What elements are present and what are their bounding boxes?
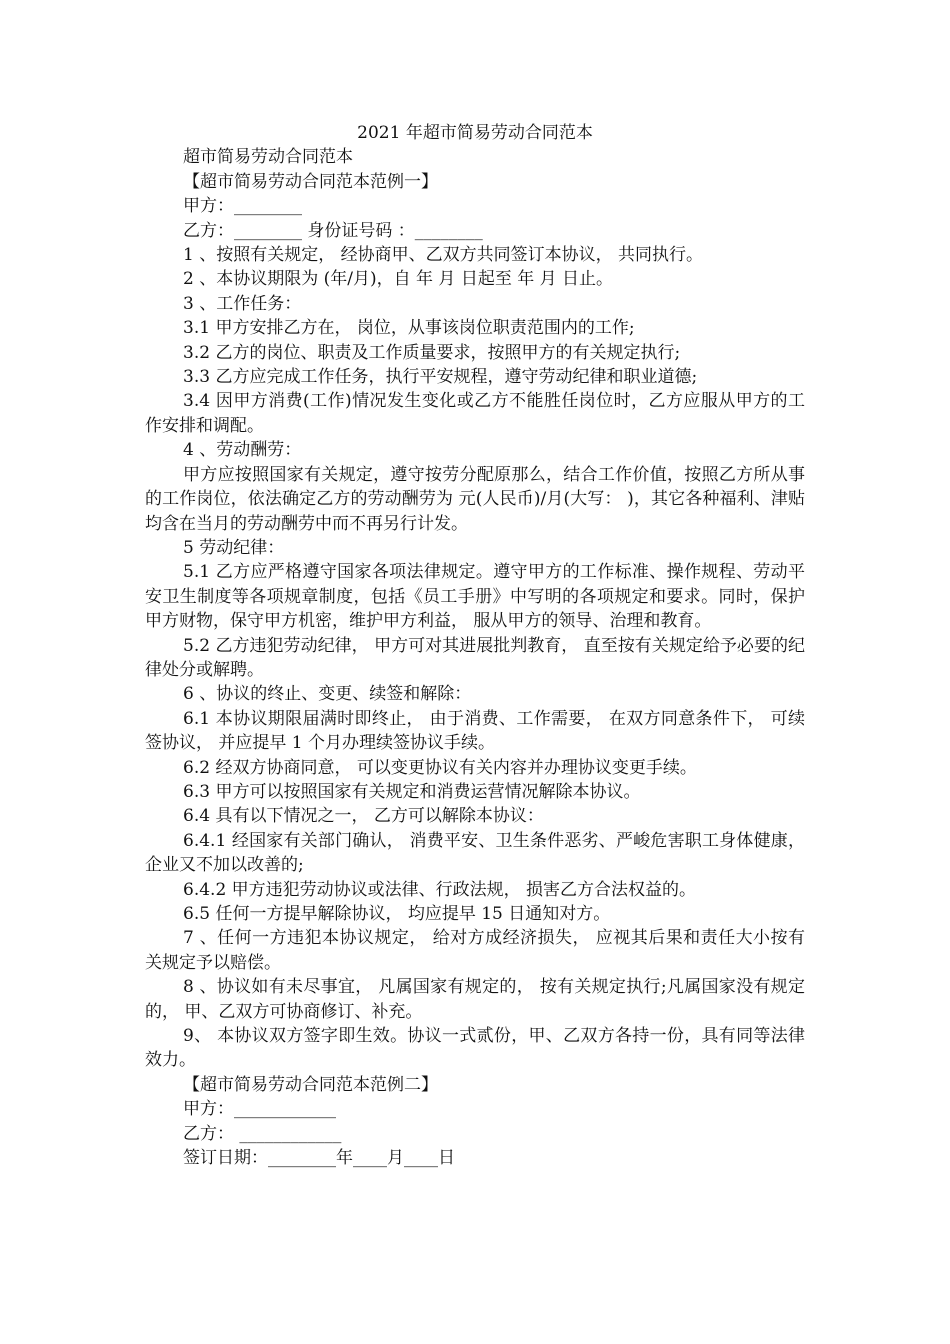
paragraph-party-b-2: 乙方： ____________ bbox=[183, 1123, 342, 1144]
paragraph-subtitle: 超市简易劳动合同范本 bbox=[183, 147, 353, 168]
paragraph-clause-6-3: 6.3 甲方可以按照国家有关规定和消费运营情况解除本协议。 bbox=[183, 781, 641, 802]
paragraph-clause-9: 9、 本协议双方签字即生效。协议一式贰份，甲、乙双方各持一份，具有同等法律效力。 bbox=[145, 1026, 805, 1071]
paragraph-clause-1: 1 、按照有关规定， 经协商甲、乙双方共同签订本协议， 共同执行。 bbox=[183, 245, 704, 266]
paragraph-clause-5: 5 劳动纪律： bbox=[183, 537, 285, 558]
paragraph-clause-3-1: 3.1 甲方安排乙方在， 岗位，从事该岗位职责范围内的工作; bbox=[183, 318, 635, 339]
paragraph-clause-6-2: 6.2 经双方协商同意， 可以变更协议有关内容并办理协议变更手续。 bbox=[183, 757, 697, 778]
paragraph-clause-6-4-1: 6.4.1 经国家有关部门确认， 消费平安、卫生条件恶劣、严峻危害职工身体健康， 企业又不加以改善的; bbox=[145, 830, 811, 876]
paragraph-clause-3-2: 3.2 乙方的岗位、职责及工作质量要求，按照甲方的有关规定执行; bbox=[183, 342, 681, 363]
paragraph-clause-3-3: 3.3 乙方应完成工作任务，执行平安规程，遵守劳动纪律和职业道德; bbox=[183, 367, 698, 388]
document-page bbox=[145, 121, 811, 1170]
paragraph-clause-2: 2 、本协议期限为 (年/月)，自 年 月 日起至 年 月 日止。 bbox=[183, 269, 614, 290]
paragraph-clause-4: 4 、劳动酬劳： bbox=[183, 440, 302, 461]
paragraph-clause-6-5: 6.5 任何一方提早解除协议， 均应提早 15 日通知对方。 bbox=[183, 904, 611, 924]
document-title: 2021 年超市简易劳动合同范本 bbox=[357, 123, 593, 143]
paragraph-party-b: 乙方：________ 身份证号码 ：________ bbox=[183, 220, 483, 241]
paragraph-clause-6: 6 、协议的终止、变更、续签和解除： bbox=[183, 684, 472, 705]
paragraph-clause-6-4: 6.4 具有以下情况之一， 乙方可以解除本协议： bbox=[183, 806, 544, 827]
paragraph-clause-3: 3 、工作任务： bbox=[183, 293, 302, 314]
paragraph-clause-8: 8 、协议如有未尽事宜， 凡属国家有规定的， 按有关规定执行;凡属国家没有规定的， 甲、乙双方可协商修订、补充。 bbox=[145, 977, 805, 1022]
paragraph-party-a: 甲方：________ bbox=[183, 196, 302, 217]
paragraph-clause-7: 7 、任何一方违犯本协议规定， 给对方成经济损失， 应视其后果和责任大小按有关规定予以赔偿。 bbox=[145, 928, 805, 973]
paragraph-sign-date: 签订日期：________年____月____日 bbox=[183, 1148, 455, 1169]
paragraph-clause-3-4: 3.4 因甲方消费(工作)情况发生变化或乙方不能胜任岗位时，乙方应服从甲方的工作安排和调配。 bbox=[145, 391, 805, 436]
paragraph-clause-6-4-2: 6.4.2 甲方违犯劳动协议或法律、行政法规， 损害乙方合法权益的。 bbox=[183, 879, 697, 900]
paragraph-example-two-heading: 【超市简易劳动合同范本范例二】 bbox=[183, 1074, 438, 1095]
paragraph-party-a-2: 甲方：____________ bbox=[183, 1099, 336, 1120]
paragraph-clause-5-1: 5.1 乙方应严格遵守国家各项法律规定。遵守甲方的工作标准、操作规程、劳动平安卫生制度等各项规章制度，包括《员工手册》中写明的各项规定和要求。同时，保护甲方财物，保守甲方机密，维护甲方利益， 服从甲方的领导、治理和教育。 bbox=[145, 562, 805, 632]
paragraph-example-one-heading: 【超市简易劳动合同范本范例一】 bbox=[183, 171, 438, 192]
paragraph-clause-5-2: 5.2 乙方违犯劳动纪律， 甲方可对其进展批判教育， 直至按有关规定给予必要的纪律处分或解聘。 bbox=[145, 635, 805, 680]
paragraph-clause-6-1: 6.1 本协议期限届满时即终止， 由于消费、工作需要， 在双方同意条件下， 可续签协议， 并应提早 1 个月办理续签协议手续。 bbox=[145, 708, 805, 754]
paragraph-clause-4-body: 甲方应按照国家有关规定，遵守按劳分配原那么，结合工作价值，按照乙方所从事的工作岗位，依法确定乙方的劳动酬劳为 元(人民币)/月(大写： )，其它各种福利、津贴均含在当月的劳动酬劳中而不再另行计发。 bbox=[145, 464, 805, 534]
